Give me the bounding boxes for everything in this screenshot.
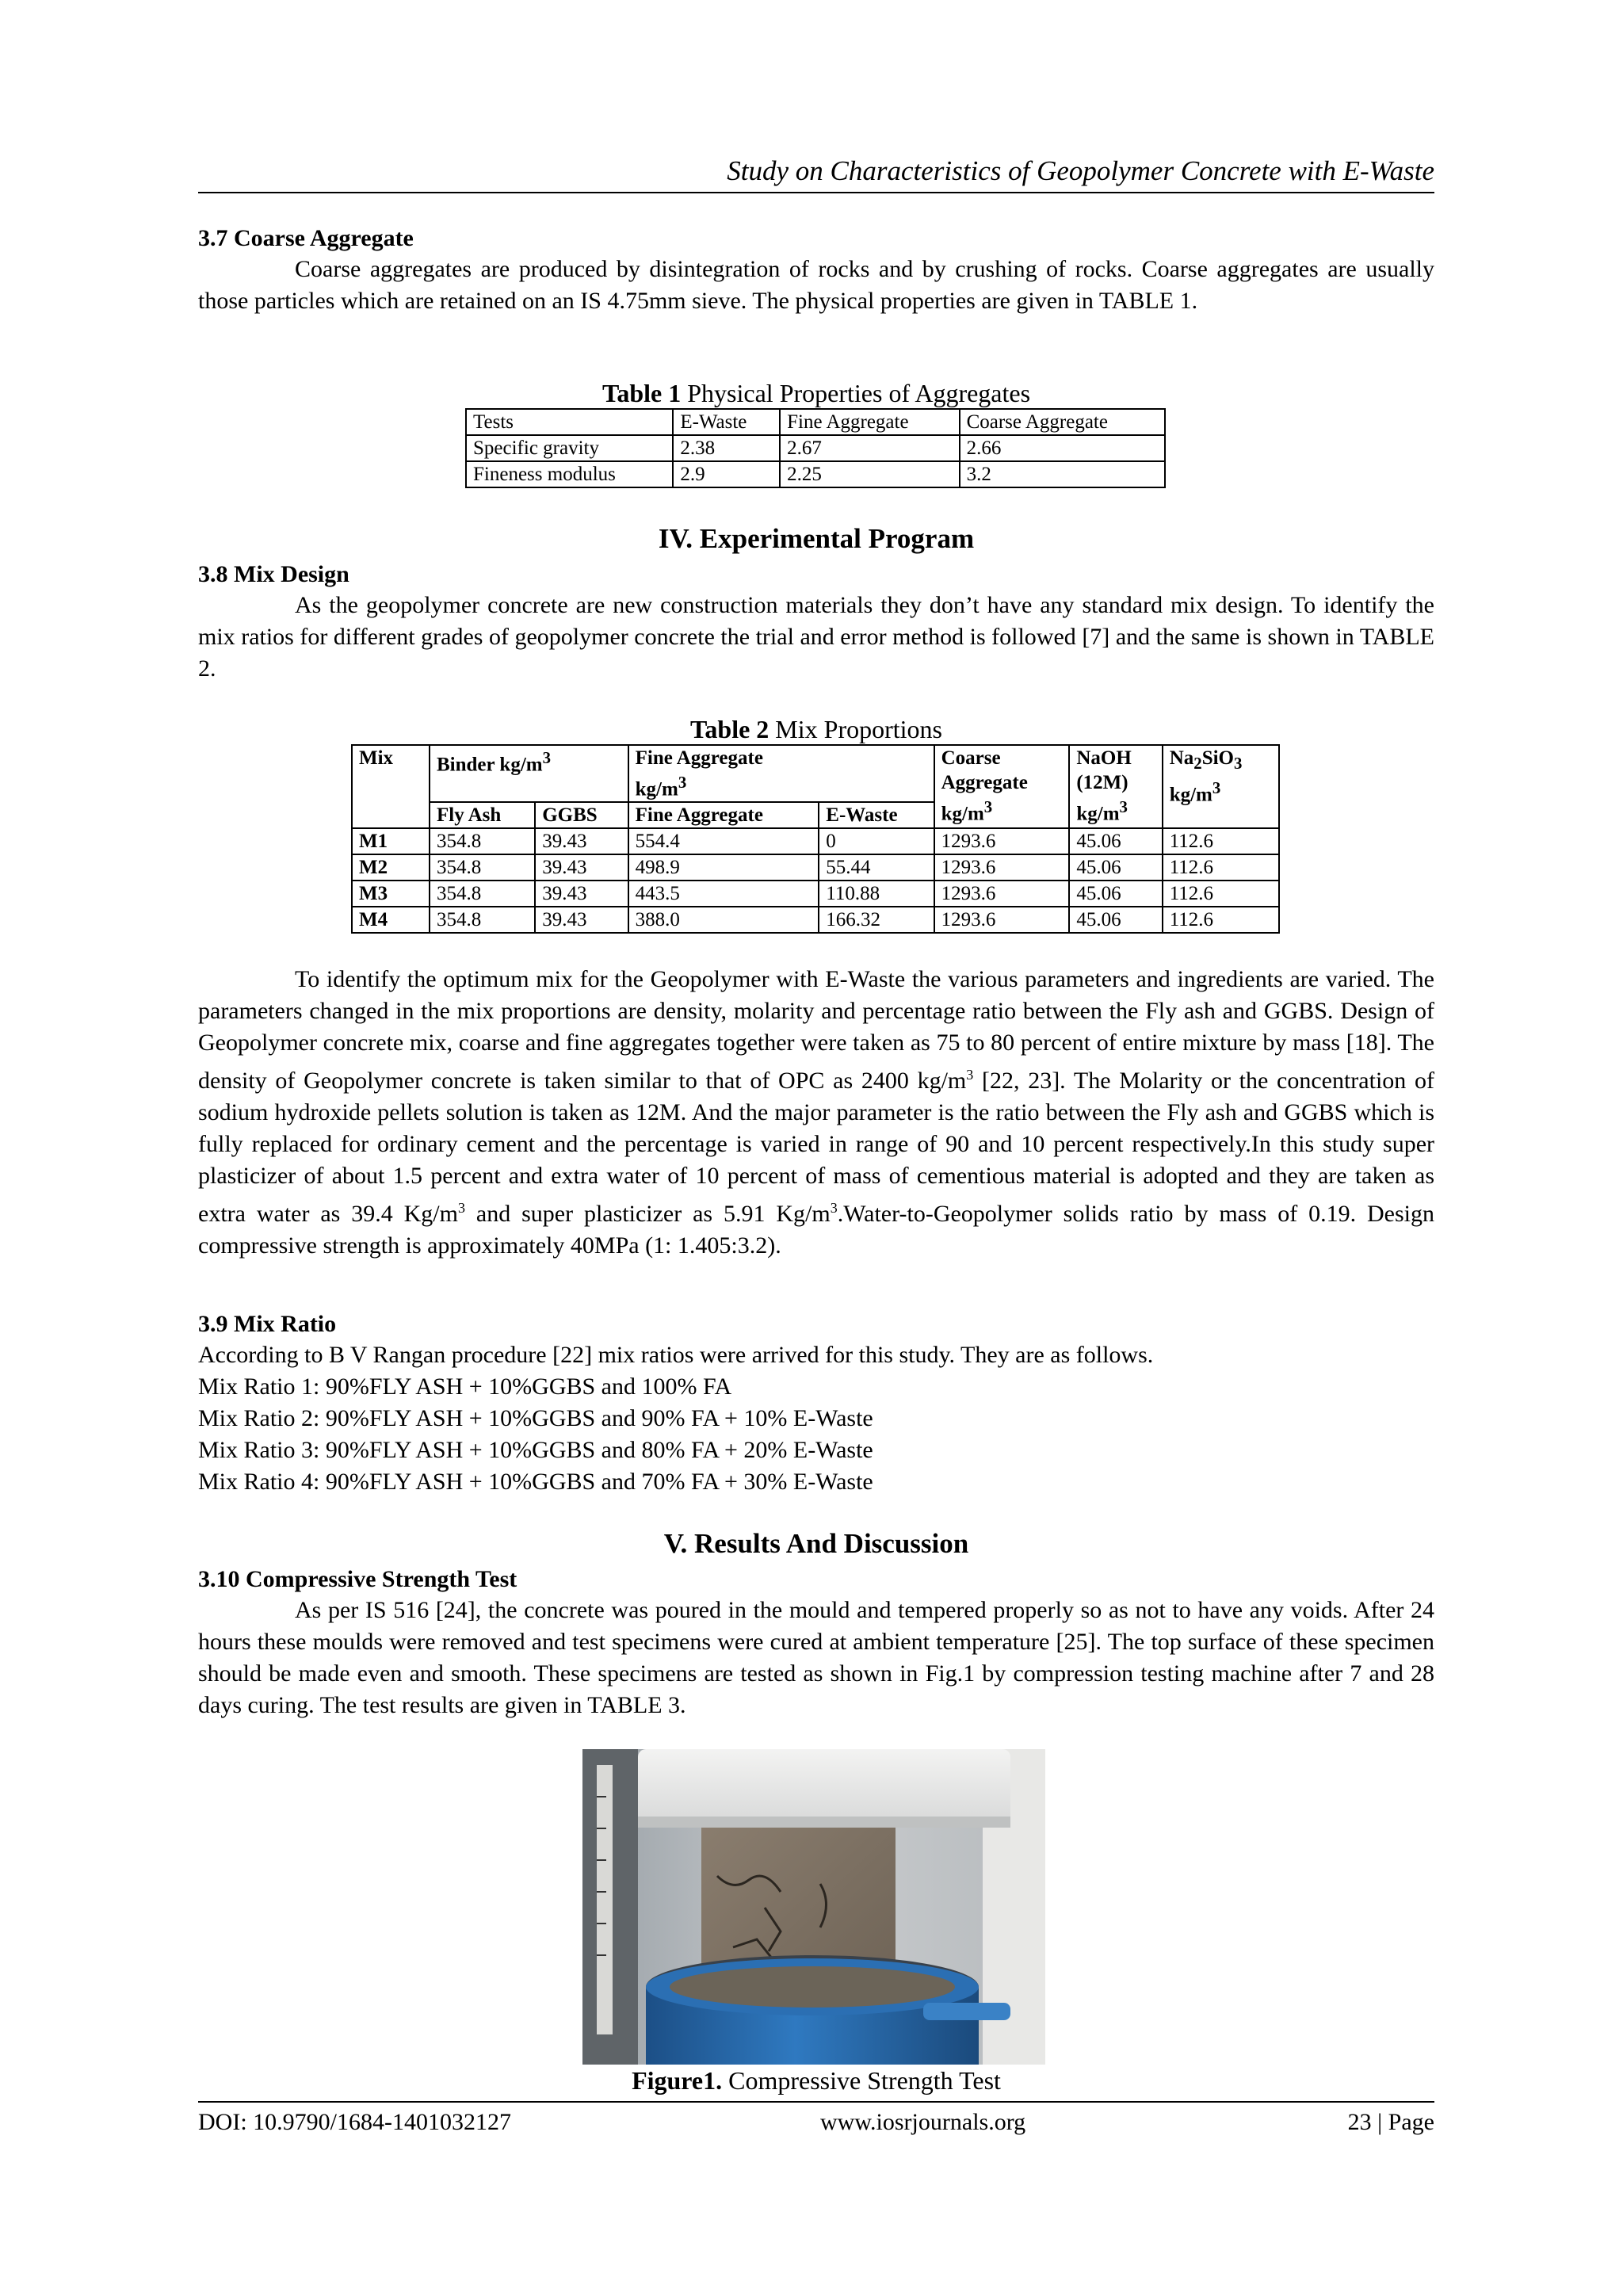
table-row: [466, 435, 1165, 461]
table-cell: 45.06: [1069, 881, 1162, 907]
table-1: [465, 408, 1166, 488]
footer-page-number: 23 | Page: [1347, 2109, 1434, 2135]
table-header-cell: $Na_2SiO_3$ $kg/m^3$: [1163, 745, 1279, 828]
table-header-cell: Fine Aggregate: [628, 802, 819, 828]
table-2: [351, 744, 1280, 934]
table-cell: M2: [352, 854, 430, 881]
table-cell: 554.4: [628, 828, 819, 854]
header-rule: [198, 192, 1434, 193]
table-cell: 498.9: [628, 854, 819, 881]
table-cell: 443.5: [628, 881, 819, 907]
table-cell: 39.43: [535, 854, 628, 881]
table-header-cell: NaOH (12M) $kg/m^3$: [1069, 745, 1162, 828]
paragraph: Coarse aggregates are produced by disintegration of rocks and by crushing of rocks. Coarse aggregates are usually those particles which are retained on an IS 4.75mm sieve. The physical properties are given in TABLE 1.: [198, 256, 1434, 314]
section-3-7: [198, 223, 1434, 317]
table-cell: 1293.6: [934, 828, 1070, 854]
mix-ratio-line: According to B V Rangan procedure [22] mix ratios were arrived for this study. They are as follows.: [198, 1342, 1154, 1368]
table-1-block: [198, 379, 1434, 488]
footer-rule: [198, 2101, 1434, 2103]
footer-doi: DOI: 10.9790/1684-1401032127: [198, 2109, 511, 2135]
mix-ratio-line: Mix Ratio 1: 90%FLY ASH + 10%GGBS and 100% FA: [198, 1373, 732, 1400]
table-row: [352, 854, 1279, 881]
table-cell: 0: [819, 828, 934, 854]
table-header-cell: Mix: [352, 745, 430, 828]
table-header-cell: E-Waste: [819, 802, 934, 828]
table-cell: 45.06: [1069, 907, 1162, 933]
table-cell: 1293.6: [934, 881, 1070, 907]
table-cell: 354.8: [430, 881, 535, 907]
table-header-cell: Coarse Aggregate: [960, 409, 1165, 435]
running-header: Study on Characteristics of Geopolymer Concrete with E-Waste: [727, 155, 1434, 186]
table-cell: 112.6: [1163, 881, 1279, 907]
mix-ratio-line: Mix Ratio 4: 90%FLY ASH + 10%GGBS and 70% FA + 30% E-Waste: [198, 1469, 873, 1495]
section-3-8: [198, 560, 1434, 685]
table-cell: 45.06: [1069, 854, 1162, 881]
table-cell: M4: [352, 907, 430, 933]
mix-ratio-line: Mix Ratio 2: 90%FLY ASH + 10%GGBS and 90% FA + 10% E-Waste: [198, 1405, 873, 1431]
table-row: [352, 881, 1279, 907]
table-header-cell: Coarse Aggregate $kg/m^3$: [934, 745, 1070, 828]
table-cell: 2.66: [960, 435, 1165, 461]
table-cell: 2.9: [673, 461, 780, 487]
table-cell: 55.44: [819, 854, 934, 881]
compressive-strength-test-photo: [582, 1749, 1045, 2065]
table-cell: M1: [352, 828, 430, 854]
section-title-iv: IV. Experimental Program: [658, 523, 975, 554]
table-caption: Table 2 Mix Proportions: [690, 715, 942, 743]
table-cell: 110.88: [819, 881, 934, 907]
paragraph: As per IS 516 [24], the concrete was poured in the mould and tempered properly so as not to have any voids. After 24 hours these moulds were removed and test specimens were cured at ambient temperature [25]. The top surface of these specimen should be made even and smooth. These specimens are tested as shown in Fig.1 by compression testing machine after 7 and 28 days curing. The test results are given in TABLE 3.: [198, 1597, 1434, 1718]
table-cell: 112.6: [1163, 854, 1279, 881]
table-caption: Table 1 Physical Properties of Aggregates: [601, 379, 1031, 407]
table-2-block: [198, 715, 1434, 934]
section-heading: 3.7 Coarse Aggregate: [198, 225, 414, 251]
section-heading: 3.10 Compressive Strength Test: [198, 1566, 517, 1592]
section-heading: 3.9 Mix Ratio: [198, 1311, 337, 1337]
section-heading: 3.8 Mix Design: [198, 561, 349, 587]
paragraph: As the geopolymer concrete are new construction materials they don’t have any standard mix design. To identify the mix ratios for different grades of geopolymer concrete the trial and error method is followed [7] and the same is shown in TABLE 2.: [198, 592, 1434, 682]
table-cell: 45.06: [1069, 828, 1162, 854]
table-row: [352, 828, 1279, 854]
table-cell: 354.8: [430, 828, 535, 854]
table-cell: 39.43: [535, 907, 628, 933]
table-cell: 388.0: [628, 907, 819, 933]
table-row: [466, 461, 1165, 487]
table-header-cell: Fine Aggregate $kg/m^3$: [628, 745, 934, 802]
table-cell: 2.25: [780, 461, 959, 487]
table-cell: 39.43: [535, 828, 628, 854]
table-cell: 2.67: [780, 435, 959, 461]
table-cell: 112.6: [1163, 828, 1279, 854]
table-cell: 2.38: [673, 435, 780, 461]
table-header-cell: Fly Ash: [430, 802, 535, 828]
table-row: [352, 907, 1279, 933]
table-cell: 3.2: [960, 461, 1165, 487]
table-cell: 1293.6: [934, 854, 1070, 881]
table-cell: Specific gravity: [466, 435, 673, 461]
table-header-cell: E-Waste: [673, 409, 780, 435]
table-header-cell: Binder $kg/m^3$: [430, 745, 628, 802]
section-3-10: [198, 1564, 1434, 1721]
table-header-row: [466, 409, 1165, 435]
table-cell: 39.43: [535, 881, 628, 907]
table-cell: 354.8: [430, 854, 535, 881]
table-cell: Fineness modulus: [466, 461, 673, 487]
table-header-row: [352, 745, 1279, 802]
table-cell: 112.6: [1163, 907, 1279, 933]
footer-site: www.iosrjournals.org: [820, 2109, 1026, 2135]
table-cell: 1293.6: [934, 907, 1070, 933]
mix-ratio-line: Mix Ratio 3: 90%FLY ASH + 10%GGBS and 80% FA + 20% E-Waste: [198, 1437, 873, 1463]
figure-caption: Figure1. Compressive Strength Test: [632, 2066, 1001, 2095]
section-title-v: V. Results And Discussion: [663, 1528, 969, 1559]
table-cell: 166.32: [819, 907, 934, 933]
table-header-cell: GGBS: [535, 802, 628, 828]
table-header-cell: Tests: [466, 409, 673, 435]
table-header-cell: Fine Aggregate: [780, 409, 959, 435]
section-3-9: [198, 1309, 1434, 1498]
paragraph-mix-parameters: To identify the optimum mix for the Geopolymer with E-Waste the various parameters and ingredients are varied. The parameters changed in the mix proportions are density, molarity and percentage ratio between the Fly ash and GGBS. Design of Geopolymer concrete mix, coarse and fine aggregates together were taken as 75 to 80 percent of entire mixture by mass [18]. The density of Geopolymer concrete is taken similar to that of OPC as 2400 $kg/m^3$ [22, 23]. The Molarity or the concentration of sodium hydroxide pellets solution is taken as 12M. And the major parameter is the ratio between the Fly ash and GGBS which is fully replaced for ordinary cement and the percentage is varied in range of 90 and 10 percent respectively.In this study super plasticizer of about 1.5 percent and extra water of 10 percent of mass of cementious material is adopted and they are taken as extra water as 39.4 $Kg/m^3$ and super plasticizer as 5.91 $Kg/m^3.Water-to$-Geopolymer solids ratio by mass of 0.19. Design compressive strength is approximately 40MPa (1: 1.405:3.2).: [198, 966, 1435, 1259]
table-cell: M3: [352, 881, 430, 907]
table-cell: 354.8: [430, 907, 535, 933]
